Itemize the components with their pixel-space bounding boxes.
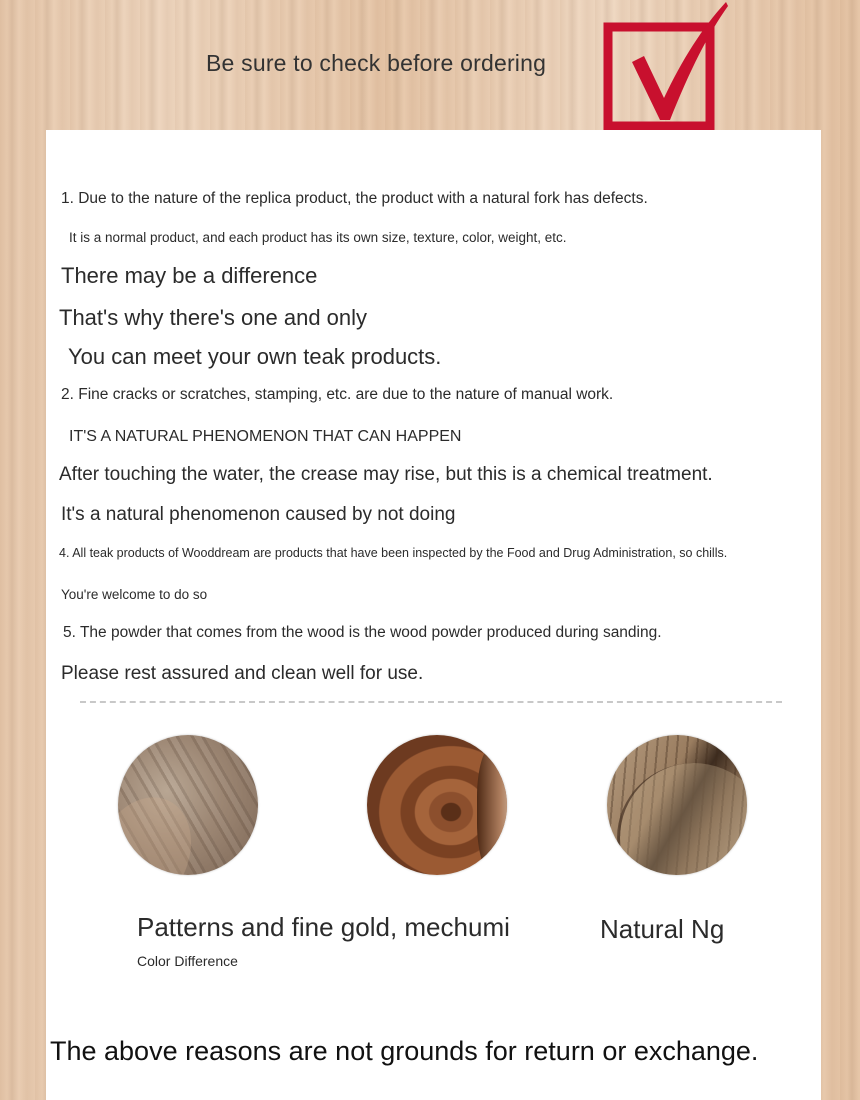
note-5-sub: Please rest assured and clean well for use. [61, 663, 424, 684]
caption-right-title: Natural Ng [600, 914, 725, 944]
note-1-sub: It is a normal product, and each product has its own size, texture, color, weight, etc. [69, 230, 567, 245]
note-5-main: 5. The powder that comes from the wood is the wood powder produced during sanding. [63, 624, 662, 641]
wood-texture-photo-natural [607, 735, 747, 875]
note-2-main: 2. Fine cracks or scratches, stamping, etc. are due to the nature of manual work. [61, 386, 614, 403]
wood-texture-photo-pattern [367, 735, 507, 875]
dashed-divider [80, 701, 782, 703]
note-1-line-c: You can meet your own teak products. [68, 344, 442, 369]
notice-panel [46, 130, 821, 1100]
wood-texture-photo-scratch [118, 735, 258, 875]
header-title: Be sure to check before ordering [206, 50, 547, 76]
note-2-line-a: After touching the water, the crease may rise, but this is a chemical treatment. [59, 464, 713, 485]
caption-left-title: Patterns and fine gold, mechumi [137, 912, 510, 942]
caption-left-sub: Color Difference [137, 953, 238, 969]
note-2-line-b: It's a natural phenomenon caused by not doing [61, 504, 456, 525]
note-2-sub: IT'S A NATURAL PHENOMENON THAT CAN HAPPEN [69, 428, 462, 445]
note-4-main: 4. All teak products of Wooddream are products that have been inspected by the Food and Drug Administration, so chills. [59, 546, 728, 560]
footer-disclaimer: The above reasons are not grounds for return or exchange. [50, 1036, 759, 1066]
checkbox-check-icon [602, 0, 730, 134]
note-4-sub: You're welcome to do so [61, 587, 208, 602]
note-1-line-a: There may be a difference [61, 263, 318, 288]
note-1-main: 1. Due to the nature of the replica product, the product with a natural fork has defects. [61, 190, 648, 207]
note-1-line-b: That's why there's one and only [59, 305, 368, 330]
